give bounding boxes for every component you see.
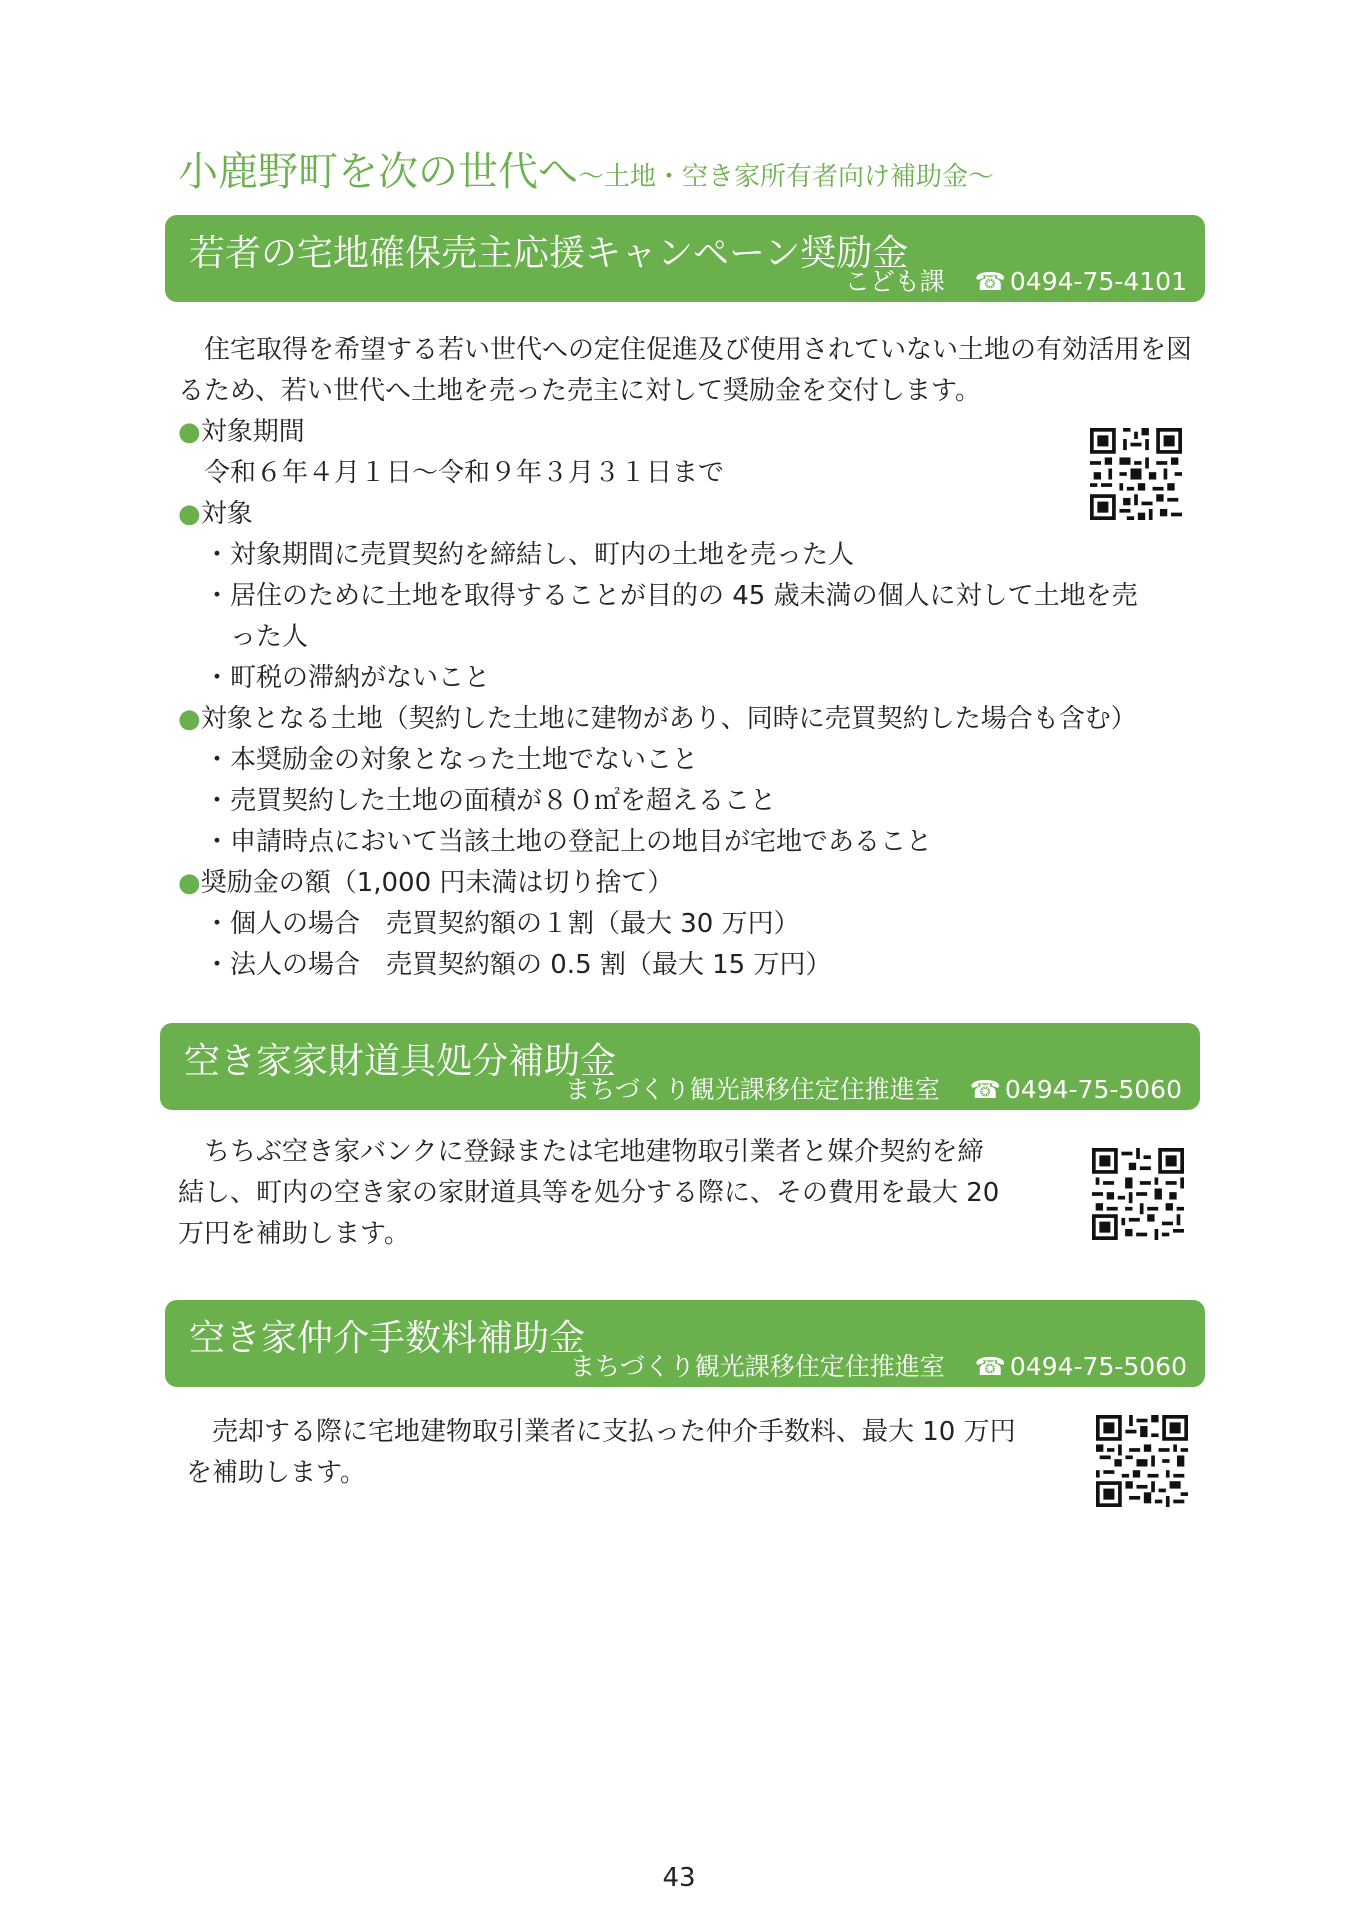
section-heading: 空き家家財道具処分補助金 bbox=[184, 1041, 617, 1082]
land-item: ・売買契約した土地の面積が８０㎡を超えること bbox=[204, 786, 777, 816]
period-heading: ●対象期間 bbox=[178, 417, 305, 447]
qr-code-icon bbox=[1090, 428, 1182, 520]
body-line: 結し、町内の空き家の家財道具等を処分する際に、その費用を最大 20 bbox=[178, 1178, 1000, 1208]
target-item: ・居住のために土地を取得することが目的の 45 歳未満の個人に対して土地を売 bbox=[204, 581, 1138, 611]
phone-number: 0494-75-5060 bbox=[1009, 1352, 1187, 1381]
section-body-household-goods bbox=[178, 1132, 1078, 1255]
qr-code-icon bbox=[1096, 1415, 1188, 1507]
department: まちづくり観光課移住定住推進室 bbox=[569, 1352, 945, 1381]
department: まちづくり観光課移住定住推進室 bbox=[564, 1075, 940, 1104]
body-line: 売却する際に宅地建物取引業者に支払った仲介手数料、最大 10 万円 bbox=[212, 1417, 1016, 1447]
phone-icon: ☎ bbox=[974, 267, 1006, 296]
land-item: ・本奨励金の対象となった土地でないこと bbox=[204, 745, 699, 775]
body-line: ちちぶ空き家バンクに登録または宅地建物取引業者と媒介契約を締 bbox=[204, 1137, 984, 1167]
land-item: ・申請時点において当該土地の登記上の地目が宅地であること bbox=[204, 827, 933, 857]
amount-item: ・法人の場合 売買契約額の 0.5 割（最大 15 万円） bbox=[204, 950, 832, 980]
land-heading: ●対象となる土地（契約した土地に建物があり、同時に売買契約した場合も含む） bbox=[178, 704, 1137, 734]
section-banner-youth-land bbox=[165, 215, 1205, 302]
section-heading: 若者の宅地確保売主応援キャンペーン奨励金 bbox=[189, 233, 909, 274]
section-banner-brokerage-fee bbox=[165, 1300, 1205, 1387]
section-contact bbox=[570, 1347, 1187, 1383]
department: こども課 bbox=[844, 267, 945, 296]
page-title-main: 小鹿野町を次の世代へ bbox=[178, 149, 578, 195]
page-number: 43 bbox=[662, 1863, 696, 1893]
phone-icon: ☎ bbox=[969, 1075, 1001, 1104]
target-item: ・町税の滞納がないこと bbox=[204, 663, 491, 693]
section-banner-household-goods bbox=[160, 1023, 1200, 1110]
intro-paragraph: 住宅取得を希望する若い世代への定住促進及び使用されていない土地の有効活用を図るため、若い世代へ土地を売った売主に対して奨励金を交付します。 bbox=[178, 335, 1193, 406]
body-line: を補助します。 bbox=[186, 1458, 366, 1488]
section-contact bbox=[845, 262, 1187, 298]
body-line: 万円を補助します。 bbox=[178, 1219, 410, 1249]
target-item-continued: った人 bbox=[230, 622, 309, 652]
period-heading-text: 対象期間 bbox=[200, 417, 305, 447]
page-title bbox=[178, 140, 994, 197]
qr-code-icon bbox=[1092, 1148, 1184, 1240]
section-body-youth-land bbox=[178, 330, 1198, 986]
amount-heading: ●奨励金の額（1,000 円未満は切り捨て） bbox=[178, 868, 674, 898]
section-heading: 空き家仲介手数料補助金 bbox=[189, 1318, 586, 1359]
phone-icon: ☎ bbox=[974, 1352, 1006, 1381]
phone-number: 0494-75-4101 bbox=[1009, 267, 1187, 296]
phone-number: 0494-75-5060 bbox=[1004, 1075, 1182, 1104]
target-heading: ●対象 bbox=[178, 499, 253, 529]
target-item: ・対象期間に売買契約を締結し、町内の土地を売った人 bbox=[204, 540, 855, 570]
section-body-brokerage-fee bbox=[186, 1412, 1086, 1494]
section-contact bbox=[565, 1070, 1182, 1106]
page-title-sub: ～土地・空き家所有者向け補助金～ bbox=[578, 162, 995, 192]
period-value: 令和６年４月１日～令和９年３月３１日まで bbox=[204, 458, 725, 488]
amount-item: ・個人の場合 売買契約額の１割（最大 30 万円） bbox=[204, 909, 800, 939]
